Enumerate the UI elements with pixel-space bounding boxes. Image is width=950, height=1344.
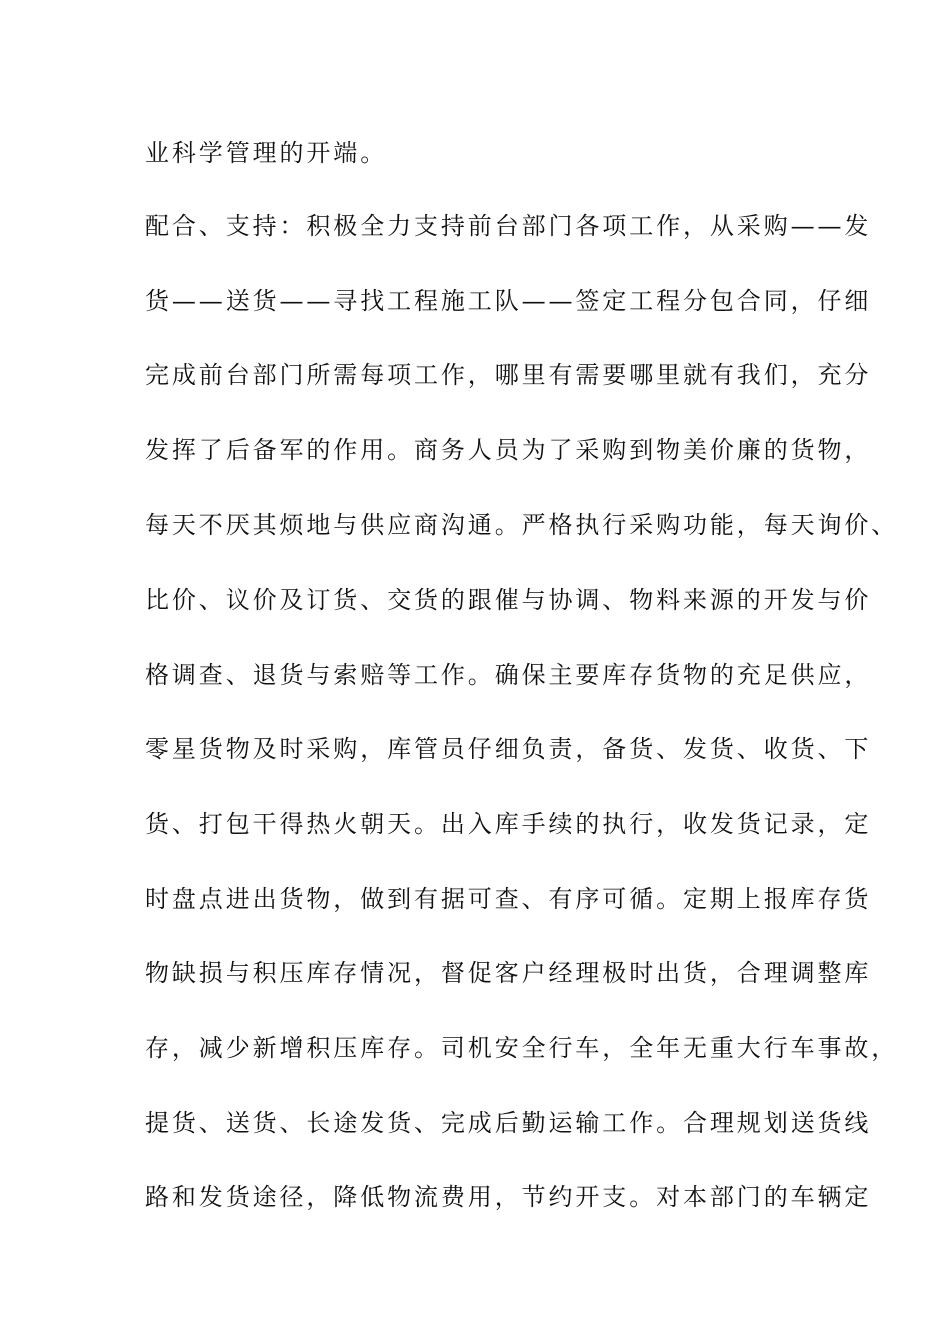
text-line: 发挥了后备军的作用。商务人员为了采购到物美价廉的货物， — [145, 436, 872, 464]
text-line: 格调查、退货与索赔等工作。确保主要库存货物的充足供应， — [145, 661, 872, 689]
text-line: 每天不厌其烦地与供应商沟通。严格执行采购功能，每天询价、 — [145, 511, 899, 539]
text-line: 货、打包干得热火朝天。出入库手续的执行，收发货记录，定 — [145, 810, 872, 838]
text-line: 货——送货——寻找工程施工队——签定工程分包合同，仔细 — [145, 287, 872, 315]
text-line: 物缺损与积压库存情况，督促客户经理极时出货，合理调整库 — [145, 959, 872, 987]
text-line: 比价、议价及订货、交货的跟催与协调、物料来源的开发与价 — [145, 586, 872, 614]
text-line: 存，减少新增积压库存。司机安全行车，全年无重大行车事故， — [145, 1034, 899, 1062]
text-line: 业科学管理的开端。 — [145, 139, 388, 167]
text-line: 配合、支持：积极全力支持前台部门各项工作，从采购——发 — [145, 212, 872, 240]
text-line: 时盘点进出货物，做到有据可查、有序可循。定期上报库存货 — [145, 885, 872, 913]
text-line: 提货、送货、长途发货、完成后勤运输工作。合理规划送货线 — [145, 1109, 872, 1137]
text-line: 零星货物及时采购，库管员仔细负责，备货、发货、收货、下 — [145, 735, 872, 763]
text-line: 完成前台部门所需每项工作，哪里有需要哪里就有我们，充分 — [145, 361, 872, 389]
text-line: 路和发货途径，降低物流费用，节约开支。对本部门的车辆定 — [145, 1183, 872, 1211]
